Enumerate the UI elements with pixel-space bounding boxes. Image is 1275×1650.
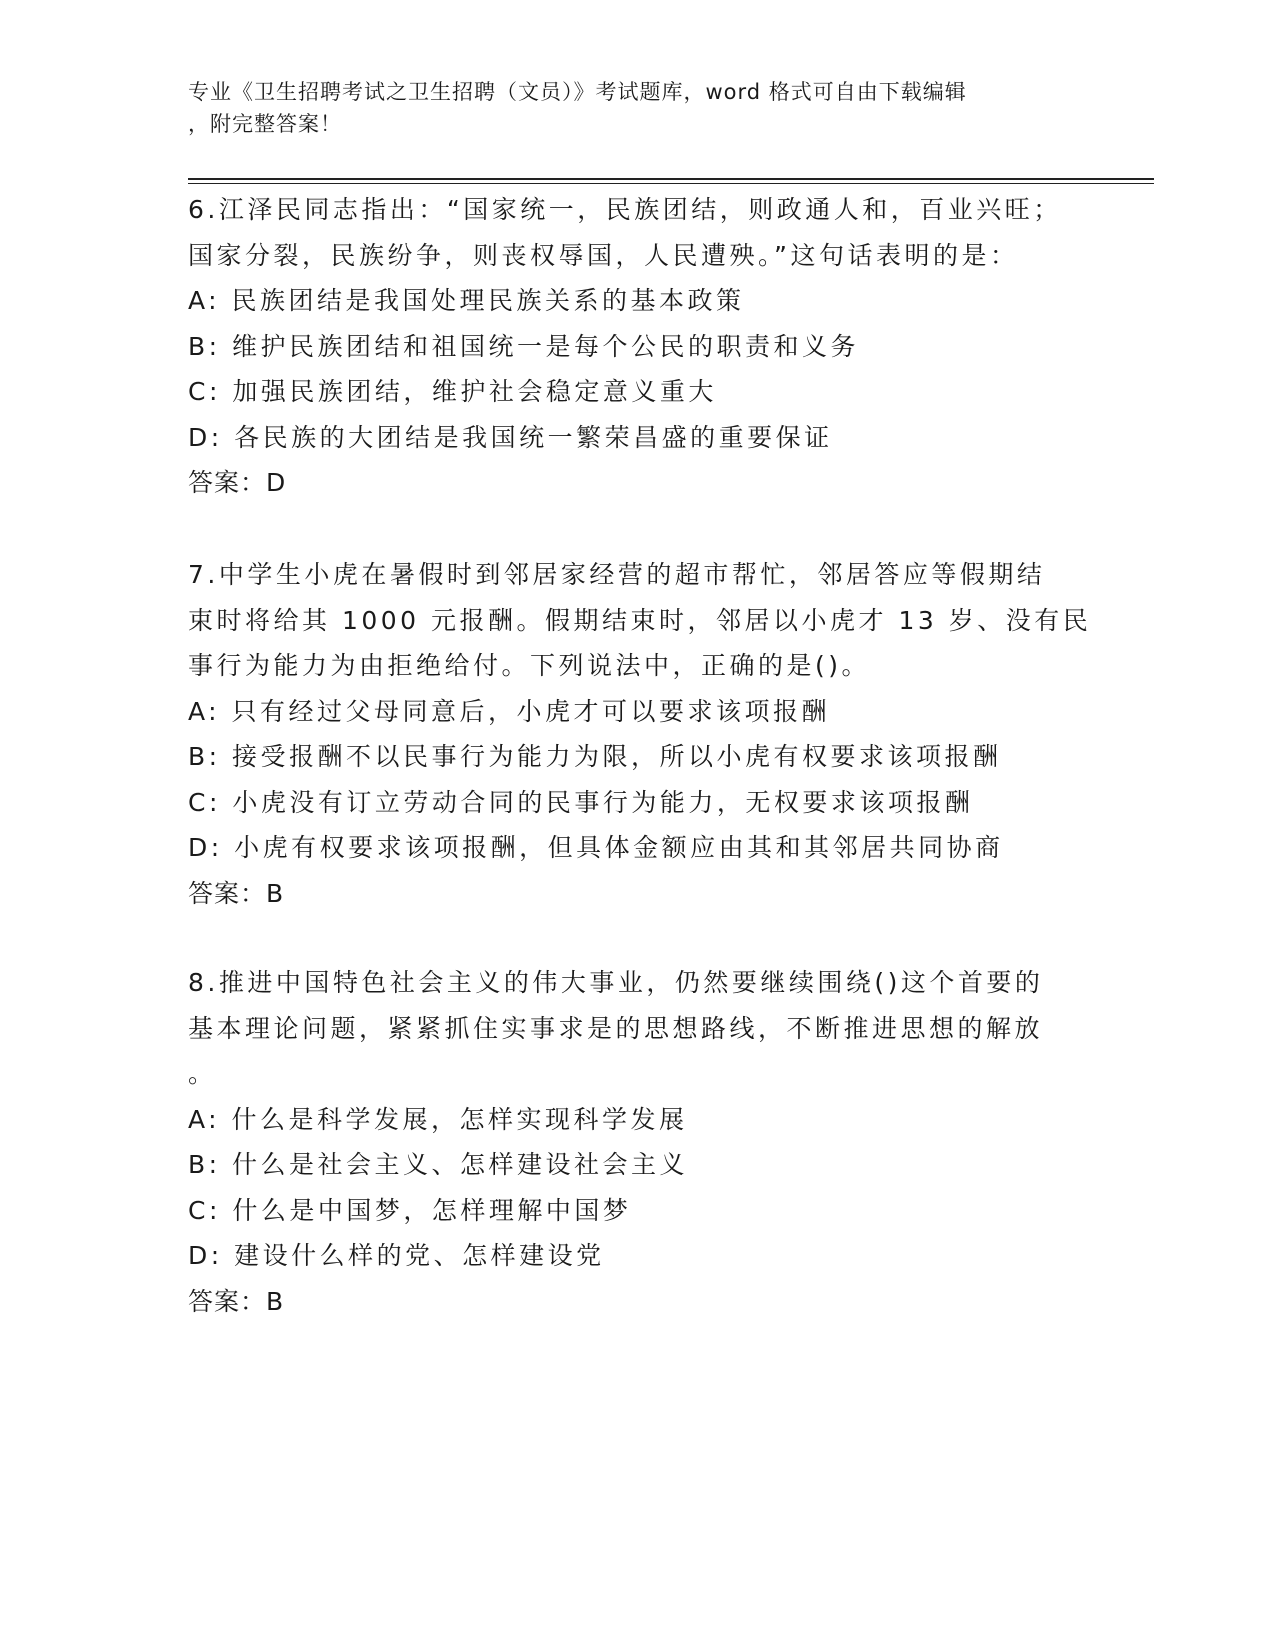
header-divider-thin bbox=[188, 183, 1154, 184]
answer-label: 答案：B bbox=[188, 878, 285, 908]
option-d: D: 各民族的大团结是我国统一繁荣昌盛的重要保证 bbox=[188, 422, 833, 452]
option-d: D: 小虎有权要求该项报酬，但具体金额应由其和其邻居共同协商 bbox=[188, 833, 1004, 862]
option-a: A: 民族团结是我国处理民族关系的基本政策 bbox=[188, 286, 745, 315]
question-stem-line: 8.推进中国特色社会主义的伟大事业，仍然要继续围绕()这个首要的 bbox=[188, 968, 1044, 997]
header-divider-thick bbox=[188, 178, 1154, 180]
option-c: C: 加强民族团结，维护社会稳定意义重大 bbox=[188, 377, 717, 406]
question-7 bbox=[188, 552, 1092, 916]
question-stem-line: 6.江泽民同志指出：“国家统一，民族团结，则政通人和，百业兴旺； bbox=[188, 195, 1062, 224]
question-6 bbox=[188, 187, 1088, 506]
question-stem-line: 。 bbox=[188, 1059, 217, 1088]
option-b: B: 接受报酬不以民事行为能力为限，所以小虎有权要求该项报酬 bbox=[188, 742, 1002, 771]
option-d: D: 建设什么样的党、怎样建设党 bbox=[188, 1241, 605, 1270]
option-a: A: 只有经过父母同意后，小虎才可以要求该项报酬 bbox=[188, 696, 831, 726]
option-c: C: 小虎没有订立劳动合同的民事行为能力，无权要求该项报酬 bbox=[188, 787, 974, 817]
option-b: B: 什么是社会主义、怎样建设社会主义 bbox=[188, 1150, 689, 1179]
question-stem-line: 国家分裂，民族纷争，则丧权辱国，人民遭殃。”这句话表明的是： bbox=[188, 240, 1019, 270]
question-stem-line: 基本理论问题，紧紧抓住实事求是的思想路线，不断推进思想的解放 bbox=[188, 1013, 1044, 1043]
option-a: A: 什么是科学发展，怎样实现科学发展 bbox=[188, 1104, 688, 1134]
document-header bbox=[188, 76, 1088, 140]
answer-label: 答案：D bbox=[188, 468, 287, 497]
header-line-2: ，附完整答案！ bbox=[188, 112, 342, 136]
question-stem-line: 束时将给其 1000 元报酬。假期结束时，邻居以小虎才 13 岁、没有民 bbox=[188, 605, 1092, 635]
answer-label: 答案：B bbox=[188, 1286, 285, 1316]
question-stem-line: 事行为能力为由拒绝给付。下列说法中，正确的是()。 bbox=[188, 651, 871, 680]
question-stem-line: 7.中学生小虎在暑假时到邻居家经营的超市帮忙，邻居答应等假期结 bbox=[188, 560, 1046, 589]
question-8 bbox=[188, 960, 1088, 1324]
option-c: C: 什么是中国梦，怎样理解中国梦 bbox=[188, 1195, 632, 1225]
header-line-1: 专业《卫生招聘考试之卫生招聘（文员）》考试题库，word 格式可自由下载编辑 bbox=[188, 80, 967, 104]
option-b: B: 维护民族团结和祖国统一是每个公民的职责和义务 bbox=[188, 331, 860, 361]
